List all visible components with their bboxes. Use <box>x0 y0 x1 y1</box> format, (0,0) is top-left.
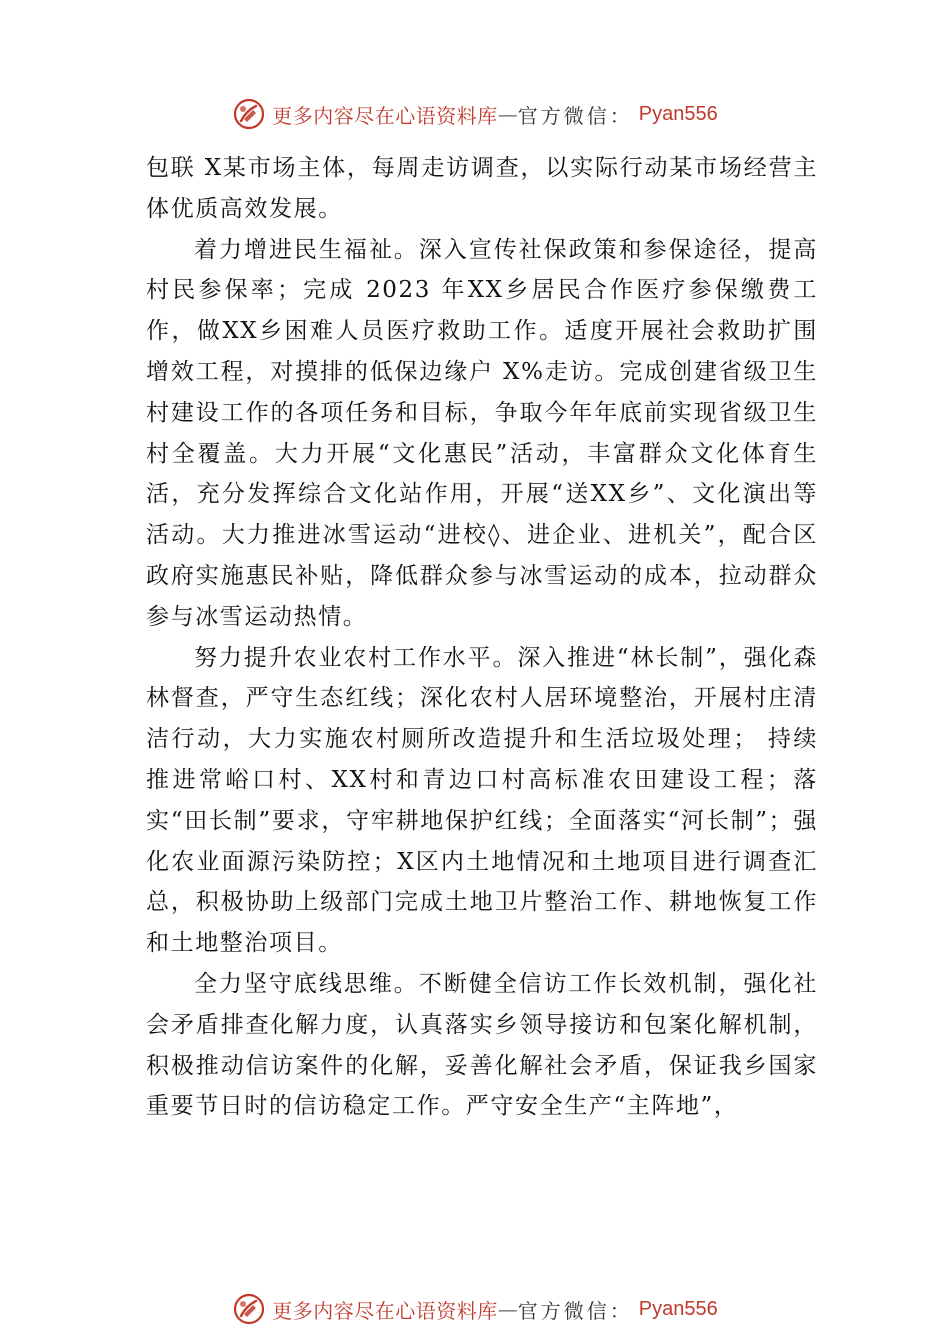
footer-wechat-id: Pyan556 <box>638 1297 718 1320</box>
header-wechat-id: Pyan556 <box>638 102 718 125</box>
footer-wechat-label: 官方微信： <box>517 1298 633 1323</box>
paragraph-2: 着力增进民生福祉。深入宣传社保政策和参保途径，提高村民参保率；完成 2023 年XX乡居民合作医疗参保缴费工作，做XX乡困难人员医疗救助工作。适度开展社会救助扩围增效工程，对摸排的低保边缘户 X%走访。完成创建省级卫生村建设工作的各项任务和目标，争取今年年底前实现省级卫生村全覆盖。大力开展“文化惠民”活动，丰富群众文化体育生活，充分发挥综合文化站作用，开展“送XX乡”、文化演出等活动。大力推进冰雪运动“进校◊、进企业、进机关”，配合区政府实施惠民补贴，降低群众参与冰雪运动的成本，拉动群众参与冰雪运动热情。 <box>146 236 818 630</box>
header-separator: — <box>497 102 518 126</box>
footer-banner <box>0 1287 950 1331</box>
header-wechat-label: 官方微信： <box>517 103 633 128</box>
header-banner <box>0 92 950 136</box>
header-slogan: 更多内容尽在心语资料库 <box>272 103 498 128</box>
hand-pen-logo-icon <box>232 97 266 131</box>
paragraph-1: 包联 X某市场主体，每周走访调查，以实际行动某市场经营主体优质高效发展。 <box>146 155 818 222</box>
paragraph-4: 全力坚守底线思维。不断健全信访工作长效机制，强化社会矛盾排查化解力度，认真落实乡领导接访和包案化解机制，积极推动信访案件的化解，妥善化解社会矛盾，保证我乡国家重要节日时的信访稳定工作。严守安全生产“主阵地”， <box>146 970 818 1120</box>
hand-pen-logo-icon <box>232 1292 266 1326</box>
footer-slogan: 更多内容尽在心语资料库 <box>272 1298 498 1323</box>
paragraph-3: 努力提升农业农村工作水平。深入推进“林长制”，强化森林督查，严守生态红线；深化农村人居环境整治，开展村庄清洁行动，大力实施农村厕所改造提升和生活垃圾处理； 持续推进常峪口村、XX村和青边口村高标准农田建设工程；落实“田长制”要求，守牢耕地保护红线；全面落实“河长制”；强化农业面源污染防控；X区内土地情况和土地项目进行调查汇总，积极协助上级部门完成土地卫片整治工作、耕地恢复工作和土地整治项目。 <box>146 644 818 957</box>
footer-separator: — <box>497 1297 518 1321</box>
document-body <box>146 148 818 1127</box>
